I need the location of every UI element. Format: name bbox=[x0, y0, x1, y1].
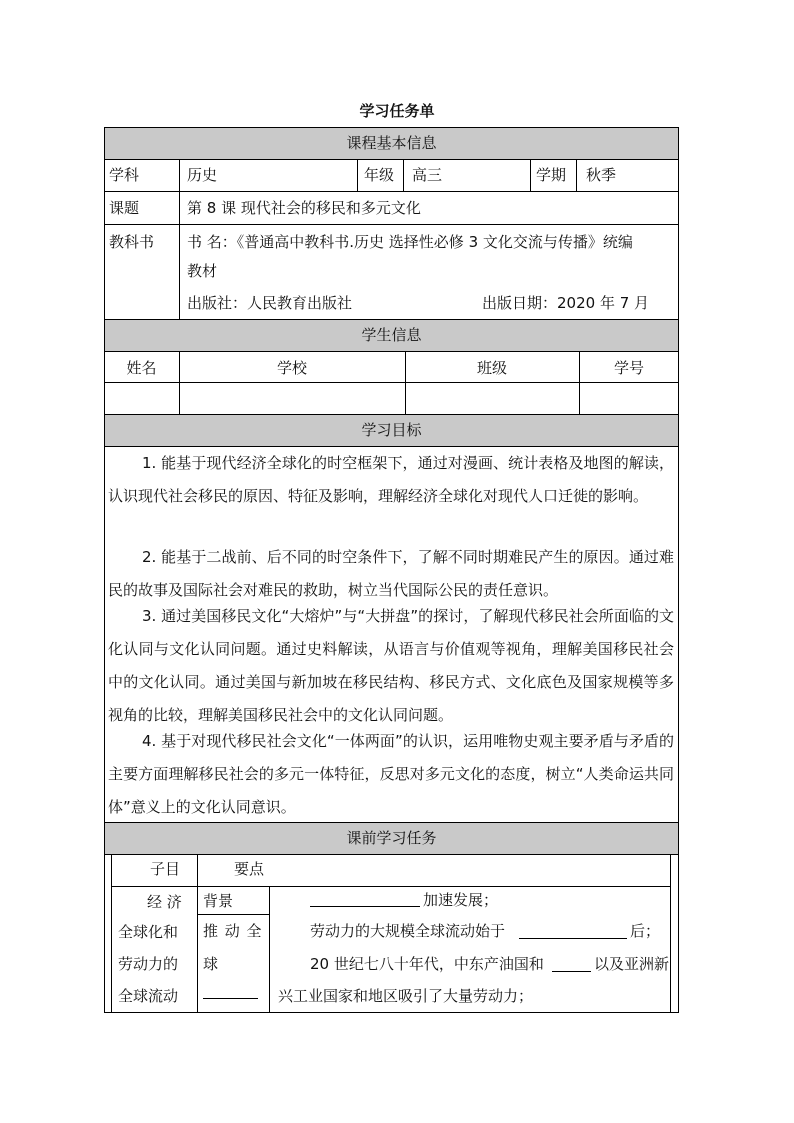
grade-value: 高三 bbox=[412, 166, 443, 184]
background-label: 背景 bbox=[203, 892, 234, 910]
section-pre-tasks-label: 课前学习任务 bbox=[346, 829, 437, 847]
task-row-title-1: 经 济 bbox=[147, 893, 182, 911]
subject-label: 学科 bbox=[109, 166, 140, 184]
objective-1: 1. 能基于现代经济全球化的时空框架下，通过对漫画、统计表格及地图的解读，认识现代社会移民的原因、特征及影响，理解经济全球化对现代人口迁徙的影响。 bbox=[108, 454, 674, 505]
student-id-header: 学号 bbox=[613, 359, 644, 377]
textbook-line1: 书 名：《普通高中教科书.历史 选择性必修 3 文化交流与传播》统编 bbox=[187, 233, 633, 251]
student-class-header: 班级 bbox=[476, 359, 507, 377]
background-blank[interactable] bbox=[310, 889, 420, 907]
task-col1-header: 子目 bbox=[150, 860, 181, 878]
push-line1-pre: 劳动力的大规模全球流动始于 bbox=[310, 922, 506, 940]
topic-label: 课题 bbox=[109, 199, 140, 217]
textbook-line2: 教材 bbox=[187, 262, 218, 280]
student-school-input[interactable] bbox=[180, 383, 405, 414]
term-label: 学期 bbox=[536, 166, 567, 184]
task-row-title-3: 劳动力的 bbox=[118, 955, 179, 973]
section-objectives-label: 学习目标 bbox=[361, 421, 422, 439]
objective-4: 4. 基于对现代移民社会文化“一体两面”的认识，运用唯物史观主要矛盾与矛盾的主要方面理解移民社会的多元一体特征，反思对多元文化的态度，树立“人类命运共同体”意义上的文化认同意识。 bbox=[108, 732, 674, 816]
push-line2-pre: 20 世纪七八十年代，中东产油国和 bbox=[310, 955, 544, 973]
student-name-header: 姓名 bbox=[126, 359, 157, 377]
task-row-title-2: 全球化和 bbox=[118, 923, 179, 941]
task-col2-header: 要点 bbox=[234, 860, 265, 878]
student-id-input[interactable] bbox=[580, 383, 678, 414]
push-label-2: 球 bbox=[203, 955, 219, 973]
section-objectives bbox=[105, 415, 678, 446]
push-line3: 兴工业国家和地区吸引了大量劳动力； bbox=[278, 987, 534, 1005]
push-label-1: 推 动 全 bbox=[203, 922, 263, 940]
section-student-info bbox=[105, 320, 678, 351]
student-school-header: 学校 bbox=[276, 359, 307, 377]
publisher: 出版社：人民教育出版社 bbox=[187, 294, 353, 312]
push-line1-blank[interactable] bbox=[519, 921, 627, 939]
push-line2-post: 以及亚洲新 bbox=[594, 955, 670, 973]
objective-2: 2. 能基于二战前、后不同的时空条件下，了解不同时期难民产生的原因。通过难民的故事及国际社会对难民的救助，树立当代国际公民的责任意识。 bbox=[108, 548, 674, 599]
task-row-title-4: 全球流动 bbox=[118, 987, 179, 1005]
page-title: 学习任务单 bbox=[359, 102, 435, 120]
push-label-blank[interactable] bbox=[203, 983, 258, 999]
student-class-input[interactable] bbox=[406, 383, 579, 414]
pub-date: 出版日期：2020 年 7 月 bbox=[482, 294, 650, 312]
objective-3: 3. 通过美国移民文化“大熔炉”与“大拼盘”的探讨，了解现代移民社会所面临的文化认同与文化认同问题。通过史料解读，从语言与价值观等视角，理解美国移民社会中的文化认同。通过美国与新加坡在移民结构、移民方式、文化底色及国家规模等多视角的比较，理解美国移民社会中的文化认同问题。 bbox=[108, 607, 674, 724]
section-student-info-label: 学生信息 bbox=[361, 326, 422, 344]
subject-value: 历史 bbox=[187, 166, 218, 184]
student-name-input[interactable] bbox=[105, 383, 179, 414]
section-pre-tasks bbox=[105, 823, 678, 854]
push-line2-blank[interactable] bbox=[552, 954, 591, 972]
push-line1-post: 后； bbox=[630, 922, 661, 940]
background-text: 加速发展； bbox=[423, 891, 499, 909]
topic-value: 第 8 课 现代社会的移民和多元文化 bbox=[187, 199, 421, 217]
term-value: 秋季 bbox=[586, 166, 617, 184]
section-course-info bbox=[105, 128, 678, 159]
section-course-info-label: 课程基本信息 bbox=[346, 134, 437, 152]
textbook-label: 教科书 bbox=[109, 233, 155, 251]
grade-label: 年级 bbox=[364, 166, 395, 184]
